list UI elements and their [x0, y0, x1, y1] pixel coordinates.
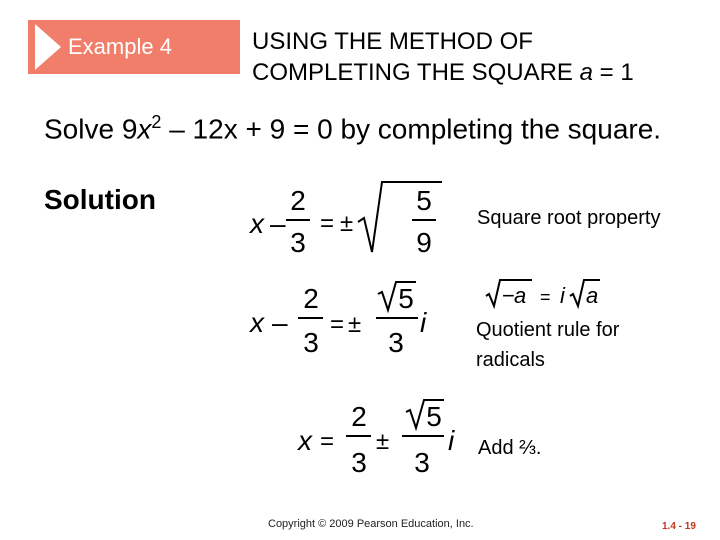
- step2-rule-formula: [484, 276, 614, 310]
- title-variable: a: [579, 59, 593, 86]
- play-arrow-icon: [35, 24, 61, 70]
- title-line-2-prefix: COMPLETING THE SQUARE: [252, 59, 580, 86]
- step3-note: Add ⅔.: [478, 437, 542, 459]
- problem-statement: [44, 104, 684, 147]
- problem-suffix: – 12x + 9 = 0 by completing the square.: [161, 113, 662, 145]
- page-number: 1.4 - 19: [662, 521, 696, 532]
- example-label: Example 4: [68, 34, 172, 59]
- step1-note: Square root property: [477, 207, 661, 229]
- step2-frac1-den: 3: [303, 327, 319, 358]
- rule-i: i: [560, 283, 565, 308]
- problem-exponent: 2: [151, 112, 162, 132]
- problem-prefix: Solve 9: [44, 113, 138, 145]
- step1-frac2-den: 9: [416, 227, 432, 258]
- step2-lhs-var: x: [250, 307, 264, 338]
- step3-lhs-var: x: [298, 425, 312, 456]
- step3-frac1-den: 3: [351, 447, 367, 478]
- step2-imaginary-unit: i: [420, 307, 427, 338]
- step1-frac1-den: 3: [290, 227, 306, 258]
- solution-heading: Solution: [44, 184, 156, 215]
- step2-equals: =: [330, 311, 345, 338]
- rule-a2: a: [586, 283, 599, 308]
- step3-imaginary-unit: i: [448, 425, 455, 456]
- step2-frac2-den: 3: [388, 327, 404, 358]
- step1-pm: ±: [340, 210, 354, 237]
- step2-frac2-num: 5: [398, 283, 414, 314]
- step1-lhs-var: x: [250, 208, 264, 239]
- step3-equation: [296, 396, 466, 480]
- rule-equals: =: [540, 287, 551, 307]
- rule-a: a: [514, 283, 527, 308]
- step3-equals: =: [320, 428, 335, 455]
- step1-equation: [248, 180, 448, 260]
- title-line-1: USING THE METHOD OF: [252, 28, 533, 55]
- step1-equals: =: [320, 210, 335, 237]
- step2-frac1-num: 2: [303, 283, 319, 314]
- step1-minus: –: [270, 208, 286, 239]
- step3-pm: ±: [376, 428, 390, 455]
- step3-frac1-num: 2: [351, 401, 367, 432]
- step2-equation: [248, 280, 448, 360]
- title-line-2-suffix: = 1: [592, 59, 634, 86]
- step1-frac1-num: 2: [290, 185, 306, 216]
- step3-frac2-den: 3: [414, 447, 430, 478]
- slide-title: [252, 26, 634, 88]
- step3-frac2-num: 5: [426, 401, 442, 432]
- step1-frac2-num: 5: [416, 185, 432, 216]
- step2-minus: –: [272, 307, 288, 338]
- copyright-text: Copyright © 2009 Pearson Education, Inc.: [268, 518, 474, 530]
- rule-minus: −: [502, 283, 515, 308]
- step2-note: Quotient rule for radicals: [476, 319, 620, 371]
- step2-pm: ±: [348, 311, 362, 338]
- problem-variable: x: [137, 113, 152, 145]
- title-line-2: [252, 57, 634, 88]
